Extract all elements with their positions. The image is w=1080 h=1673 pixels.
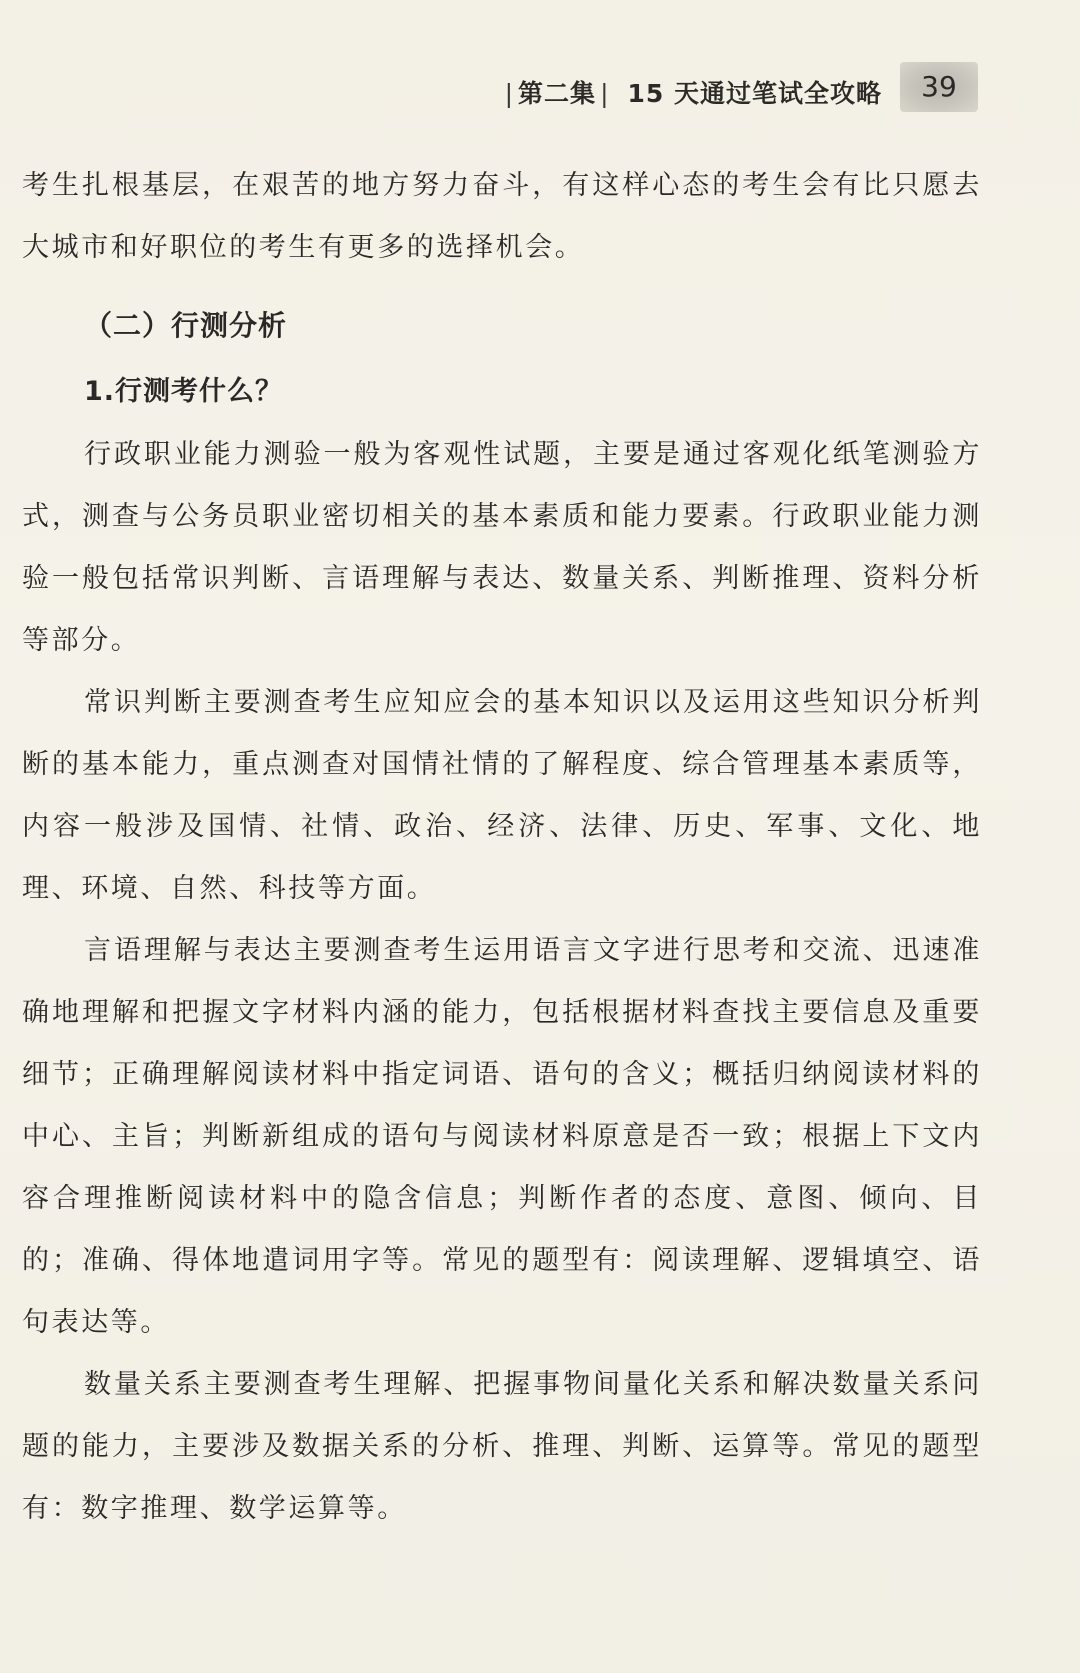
paragraph-quantitative: 数量关系主要测查考生理解、把握事物间量化关系和解决数量关系问题的能力，主要涉及数据关系的分析、推理、判断、运算等。常见的题型有：数字推理、数学运算等。 bbox=[22, 1369, 982, 1524]
paragraph-continued: 考生扎根基层，在艰苦的地方努力奋斗，有这样心态的考生会有比只愿去大城市和好职位的考生有更多的选择机会。 bbox=[22, 170, 982, 263]
subsection-heading: 1.行测考什么？ bbox=[84, 376, 284, 407]
header-section: 第二集 bbox=[518, 79, 597, 108]
page-number: 39 bbox=[921, 70, 957, 103]
page-number-box bbox=[900, 62, 978, 112]
header-book-title: 15 天通过笔试全攻略 bbox=[627, 79, 882, 108]
running-header bbox=[0, 62, 1080, 118]
paragraph-overview: 行政职业能力测验一般为客观性试题，主要是通过客观化纸笔测验方式，测查与公务员职业密切相关的基本素质和能力要素。行政职业能力测验一般包括常识判断、言语理解与表达、数量关系、判断推理、资料分析等部分。 bbox=[22, 439, 982, 656]
header-text: | 第二集 | 15 天通过笔试全攻略 bbox=[504, 79, 882, 108]
paragraph-verbal: 言语理解与表达主要测查考生运用语言文字进行思考和交流、迅速准确地理解和把握文字材料内涵的能力，包括根据材料查找主要信息及重要细节；正确理解阅读材料中指定词语、语句的含义；概括归纳阅读材料的中心、主旨；判断新组成的语句与阅读材料原意是否一致；根据上下文内容合理推断阅读材料中的隐含信息；判断作者的态度、意图、倾向、目的；准确、得体地遣词用字等。常见的题型有：阅读理解、逻辑填空、语句表达等。 bbox=[22, 935, 982, 1338]
section-heading: （二）行测分析 bbox=[84, 309, 288, 342]
paragraph-common-sense: 常识判断主要测查考生应知应会的基本知识以及运用这些知识分析判断的基本能力，重点测查对国情社情的了解程度、综合管理基本素质等，内容一般涉及国情、社情、政治、经济、法律、历史、军事、文化、地理、环境、自然、科技等方面。 bbox=[22, 687, 982, 904]
page-body bbox=[22, 155, 982, 1540]
